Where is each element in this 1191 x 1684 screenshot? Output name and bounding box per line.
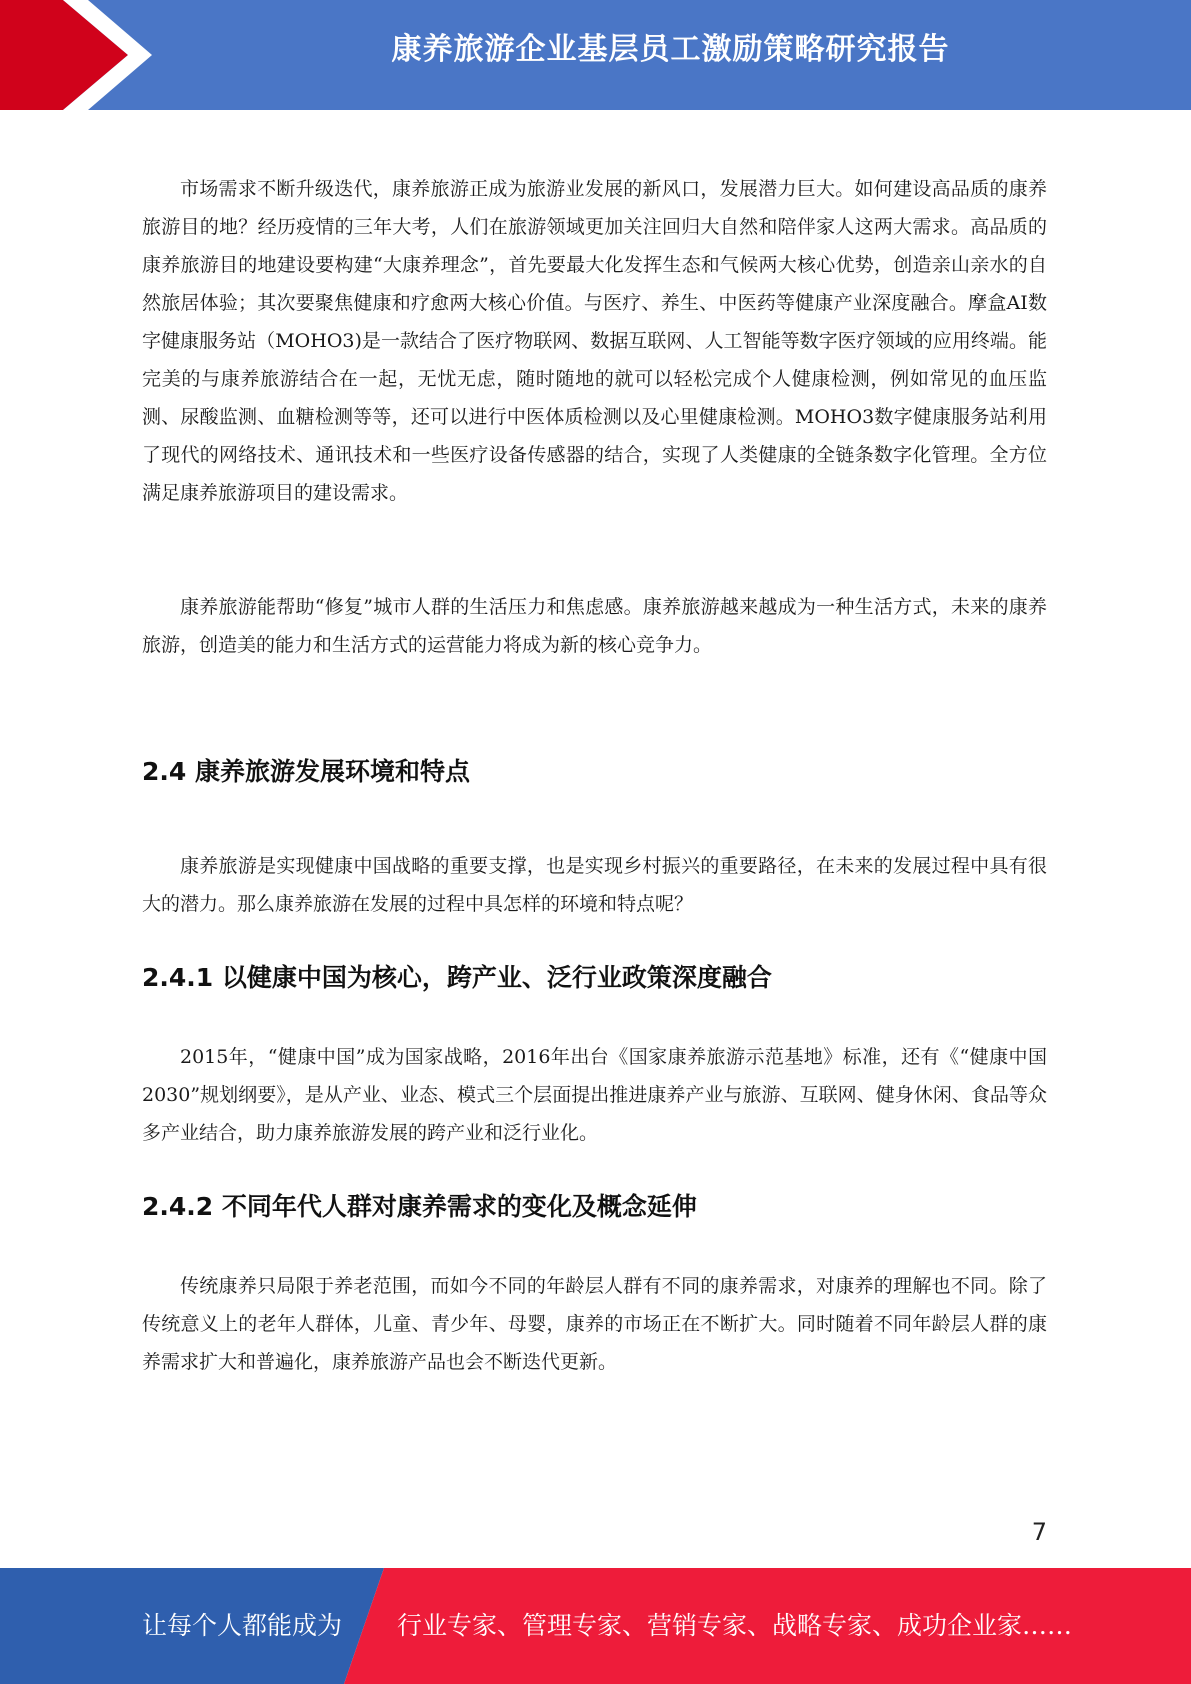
header-banner xyxy=(0,0,1191,110)
paragraph-age-groups: 传统康养只局限于养老范围，而如今不同的年龄层人群有不同的康养需求，对康养的理解也不同。除了传统意义上的老年人群体，儿童、青少年、母婴，康养的市场正在不断扩大。同时随着不同年龄层人群的康养需求扩大和普遍化，康养旅游产品也会不断迭代更新。 xyxy=(142,1275,1047,1373)
section-heading-2-4-2: 2.4.2 不同年代人群对康养需求的变化及概念延伸 xyxy=(142,1192,697,1221)
document-title: 康养旅游企业基层员工激励策略研究报告 xyxy=(391,32,950,67)
footer-slogan-left: 让每个人都能成为 xyxy=(142,1611,343,1640)
paragraph-strategy-support: 康养旅游是实现健康中国战略的重要支撑，也是实现乡村振兴的重要路径，在未来的发展过程中具有很大的潜力。那么康养旅游在发展的过程中具怎样的环境和特点呢？ xyxy=(142,855,1047,915)
footer-slogan-right: 行业专家、管理专家、营销专家、战略专家、成功企业家…… xyxy=(397,1611,1073,1640)
section-heading-2-4: 2.4 康养旅游发展环境和特点 xyxy=(142,757,470,786)
section-heading-2-4-1: 2.4.1 以健康中国为核心，跨产业、泛行业政策深度融合 xyxy=(142,963,772,992)
paragraph-repair-pressure: 康养旅游能帮助“修复”城市人群的生活压力和焦虑感。康养旅游越来越成为一种生活方式，未来的康养旅游，创造美的能力和生活方式的运营能力将成为新的核心竞争力。 xyxy=(142,596,1047,656)
paragraph-market-demand: 市场需求不断升级迭代，康养旅游正成为旅游业发展的新风口，发展潜力巨大。如何建设高品质的康养旅游目的地？经历疫情的三年大考，人们在旅游领域更加关注回归大自然和陪伴家人这两大需求。高品质的康养旅游目的地建设要构建“大康养理念”，首先要最大化发挥生态和气候两大核心优势，创造亲山亲水的自然旅居体验；其次要聚焦健康和疗愈两大核心价值。与医疗、养生、中医药等健康产业深度融合。摩盒AI数字健康服务站（MOHO3)是一款结合了医疗物联网、数据互联网、人工智能等数字医疗领域的应用终端。能完美的与康养旅游结合在一起，无忧无虑，随时随地的就可以轻松完成个人健康检测，例如常见的血压监测、尿酸监测、血糖检测等等，还可以进行中医体质检测以及心里健康检测。MOHO3数字健康服务站利用了现代的网络技术、通讯技术和一些医疗设备传感器的结合，实现了人类健康的全链条数字化管理。全方位满足康养旅游项目的建设需求。 xyxy=(142,178,1047,504)
paragraph-policy-integration: 2015年，“健康中国”成为国家战略，2016年出台《国家康养旅游示范基地》标准，还有《“健康中国2030”规划纲要》，是从产业、业态、模式三个层面提出推进康养产业与旅游、互联网、健身休闲、食品等众多产业结合，助力康养旅游发展的跨产业和泛行业化。 xyxy=(142,1046,1047,1144)
footer-banner xyxy=(0,1568,1191,1684)
page-number: 7 xyxy=(1031,1518,1047,1546)
